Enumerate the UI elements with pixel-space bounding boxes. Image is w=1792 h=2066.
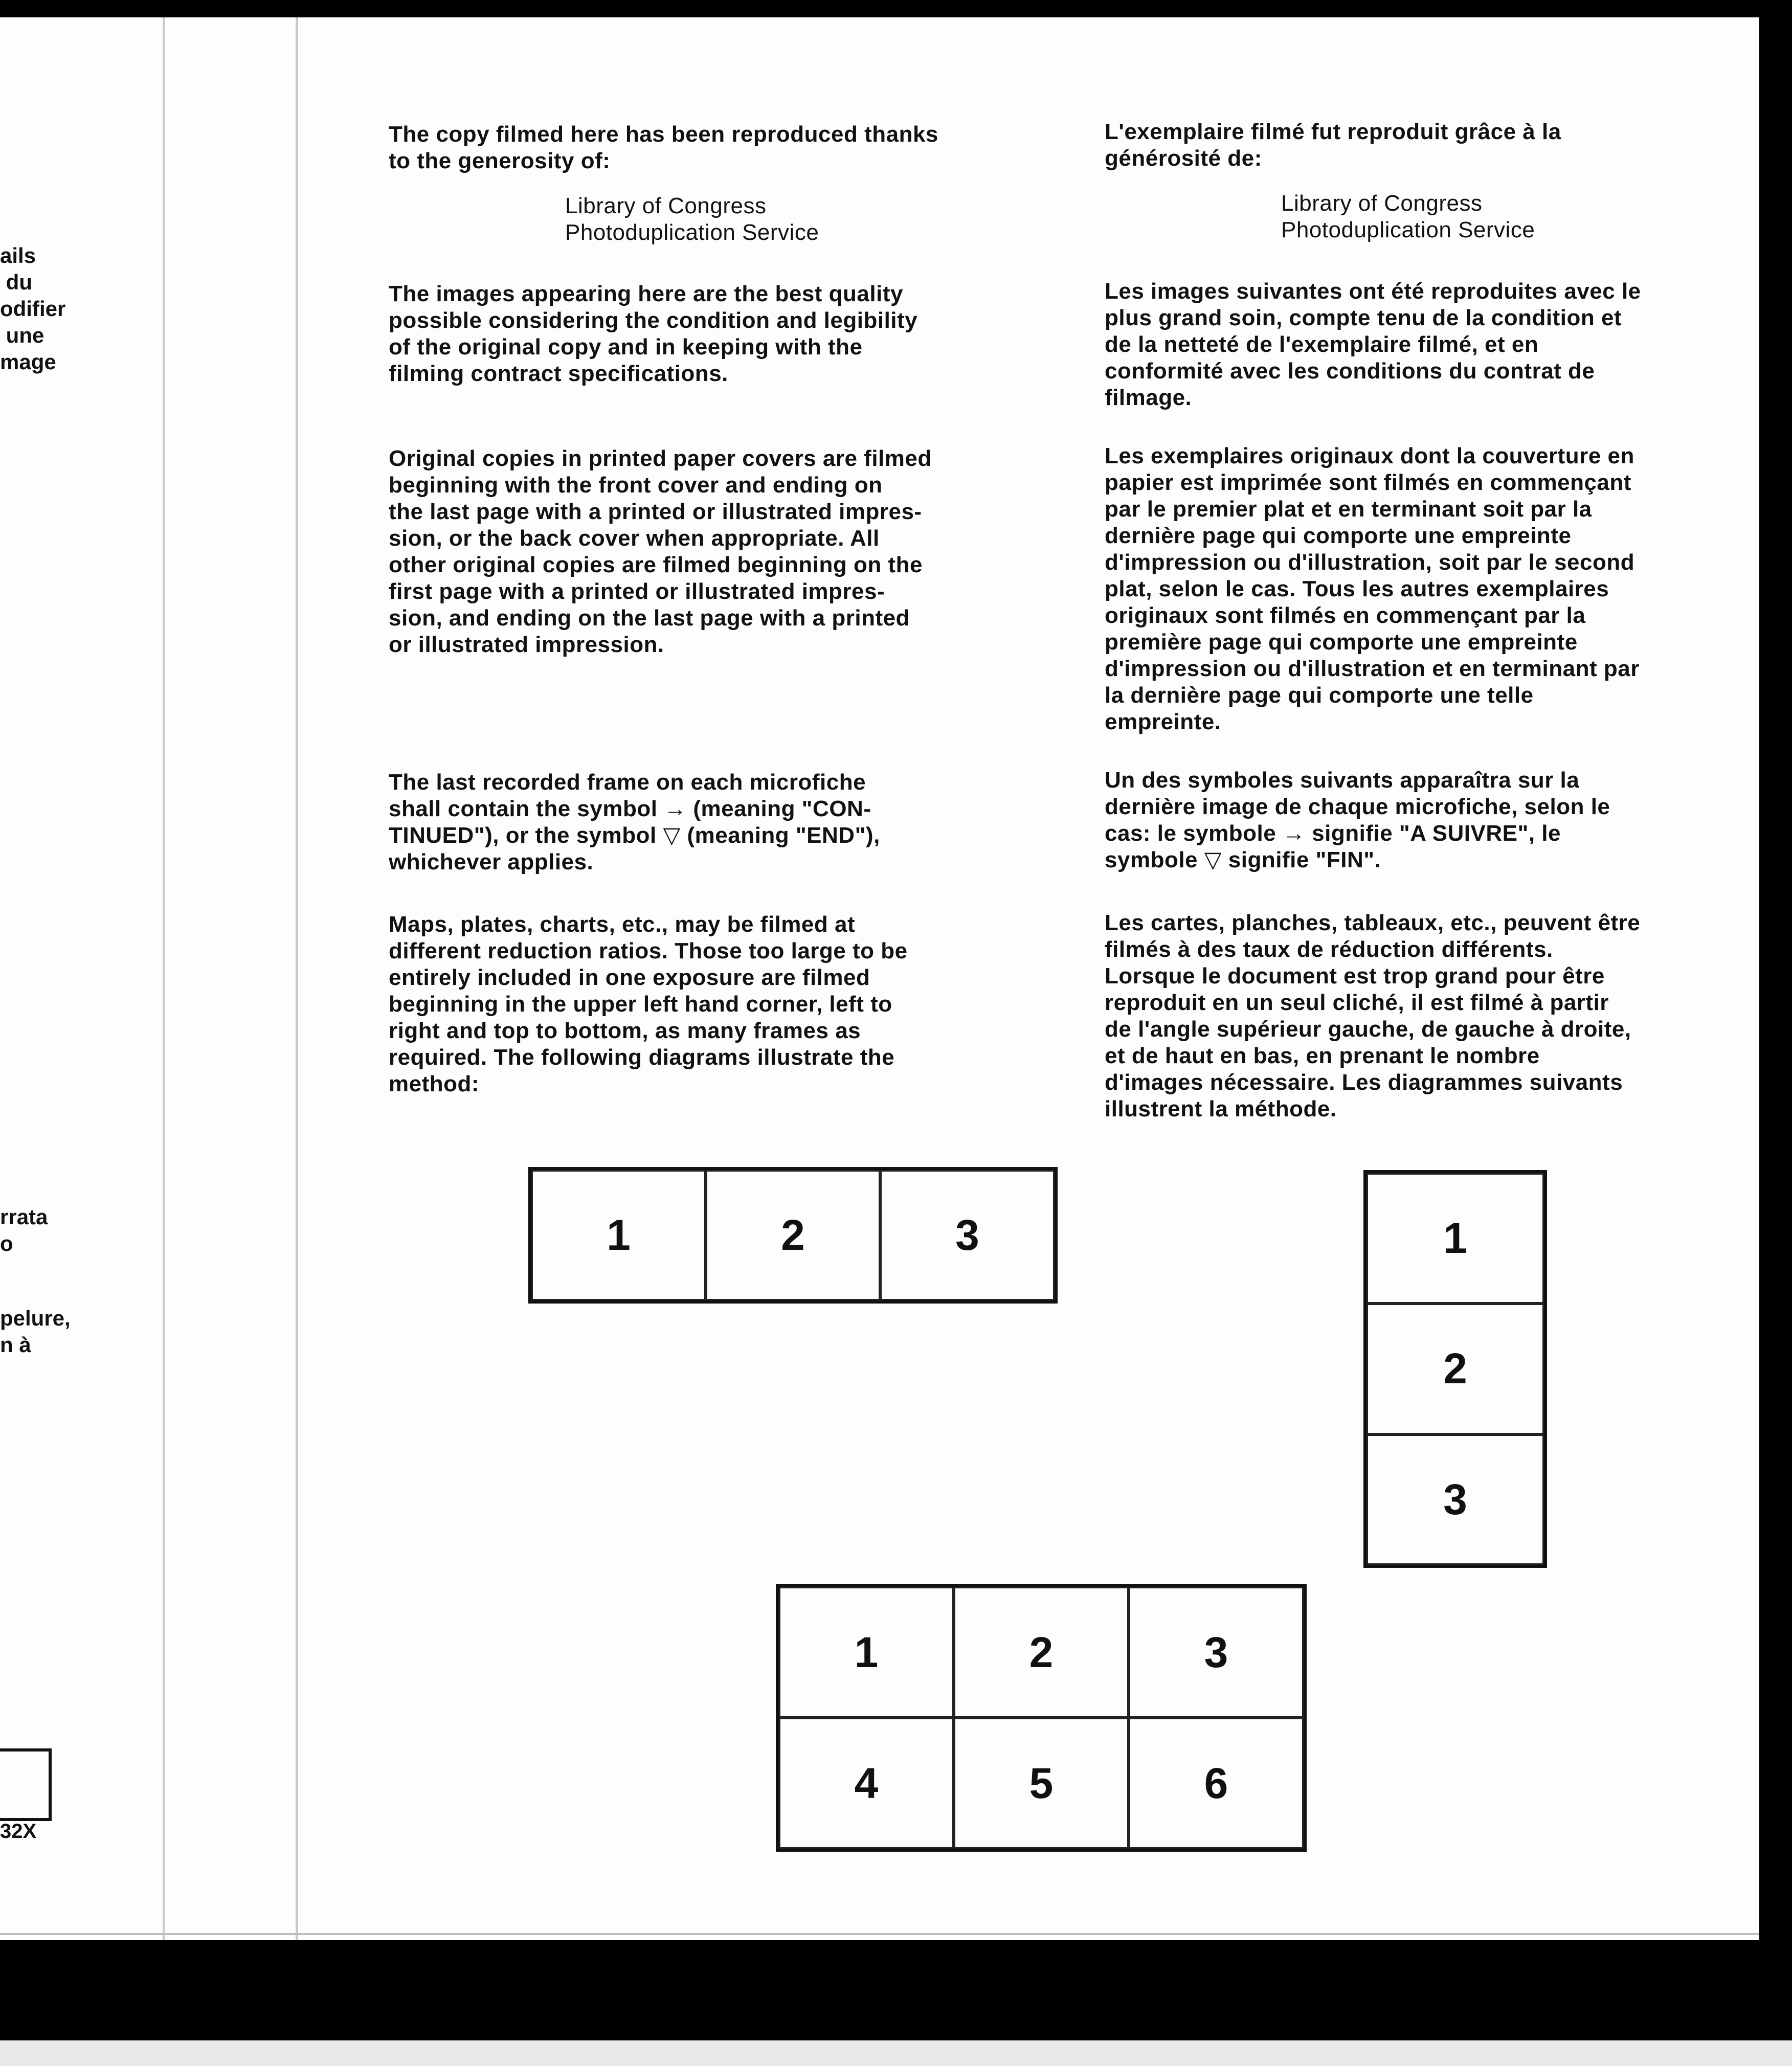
french-quality-paragraph: Les images suivantes ont été reproduites avec le plus grand soin, compte tenu de la condition et de la netteté de l'exemplaire filmé, et en conformité avec les conditions du contrat de filmage. <box>1105 279 1641 410</box>
left-fragment-text: rrata o <box>0 1205 48 1255</box>
french-symbol-paragraph: Un des symboles suivants apparaîtra sur la dernière image de chaque microfiche, selon le cas: le symbole → signifie "A SUIVRE", le symbole ▽ signifie "FIN". <box>1105 768 1610 872</box>
english-library-name: Library of Congress Photoduplication Service <box>565 193 819 245</box>
frame-cell: 6 <box>1129 1718 1304 1849</box>
english-symbol-paragraph: The last recorded frame on each microfiche shall contain the symbol → (meaning "CON- TINUED"), or the symbol ▽ (meaning "END"), whichever applies. <box>389 770 880 874</box>
frame-cell: 3 <box>1129 1587 1304 1718</box>
english-acknowledgement: The copy filmed here has been reproduced thanks to the generosity of: <box>389 122 938 173</box>
english-quality-paragraph: The images appearing here are the best quality possible considering the condition and legibility of the original copy and in keeping with the filming contract specifications. <box>389 281 918 386</box>
frame-cell: 2 <box>706 1170 880 1300</box>
english-original-copies-paragraph: Original copies in printed paper covers are filmed beginning with the front cover and ending on the last page with a printed or illustrated impres- sion, or the back cover when appropriate. All other original copies are filmed beginning on the first page with a printed or illustrated impres- sion, and ending on the last page with a printed or illustrated impression. <box>389 446 932 657</box>
page-bottom-edge <box>0 1933 1759 1935</box>
page-fold-line <box>296 17 298 1940</box>
frame-cell: 2 <box>954 1587 1129 1718</box>
frame-cell: 5 <box>954 1718 1129 1849</box>
left-fragment-box <box>0 1748 52 1821</box>
frame-cell: 3 <box>1367 1434 1544 1565</box>
frame-cell: 1 <box>779 1587 954 1718</box>
english-maps-paragraph: Maps, plates, charts, etc., may be filmed at different reduction ratios. Those too large to be entirely included in one exposure are filmed beginning in the upper left hand corner, left to right and top to bottom, as many frames as required. The following diagrams illustrate the method: <box>389 912 908 1096</box>
scanner-bottom-strip <box>0 2040 1792 2066</box>
french-maps-paragraph: Les cartes, planches, tableaux, etc., peuvent être filmés à des taux de réduction différents. Lorsque le document est trop grand pour être reproduit en un seul cliché, il est filmé à partir de l'angle supérieur gauche, de gauche à droite, et de haut en bas, en prenant le nombre d'images nécessaire. Les diagrammes suivants illustrent la méthode. <box>1105 910 1641 1121</box>
vertical-frame-diagram <box>1363 1170 1547 1568</box>
left-fragment-text: pelure, n à <box>0 1306 71 1357</box>
filmed-page <box>0 17 1759 1940</box>
french-original-copies-paragraph: Les exemplaires originaux dont la couverture en papier est imprimée sont filmés en commençant par le premier plat et en terminant soit par la dernière page qui comporte une empreinte d'impression ou d'illustration, soit par le second plat, selon le cas. Tous les autres exemplaires originaux sont filmés en commençant par la première page qui comporte une empreinte d'impression ou d'illustration et en terminant par la dernière page qui comporte une telle empreinte. <box>1105 443 1640 734</box>
frame-cell: 4 <box>779 1718 954 1849</box>
page-fold-line <box>163 17 165 1940</box>
frame-cell: 1 <box>531 1170 706 1300</box>
frame-cell: 3 <box>880 1170 1055 1300</box>
french-acknowledgement: L'exemplaire filmé fut reproduit grâce à la générosité de: <box>1105 119 1561 171</box>
frame-cell: 2 <box>1367 1304 1544 1434</box>
frame-cell: 1 <box>1367 1173 1544 1304</box>
left-fragment-text: ails du odifier une mage <box>0 243 66 374</box>
horizontal-frame-diagram <box>528 1167 1058 1304</box>
grid-frame-diagram <box>776 1584 1307 1852</box>
reduction-ratio-label: 32X <box>0 1820 37 1843</box>
french-library-name: Library of Congress Photoduplication Service <box>1281 191 1535 242</box>
